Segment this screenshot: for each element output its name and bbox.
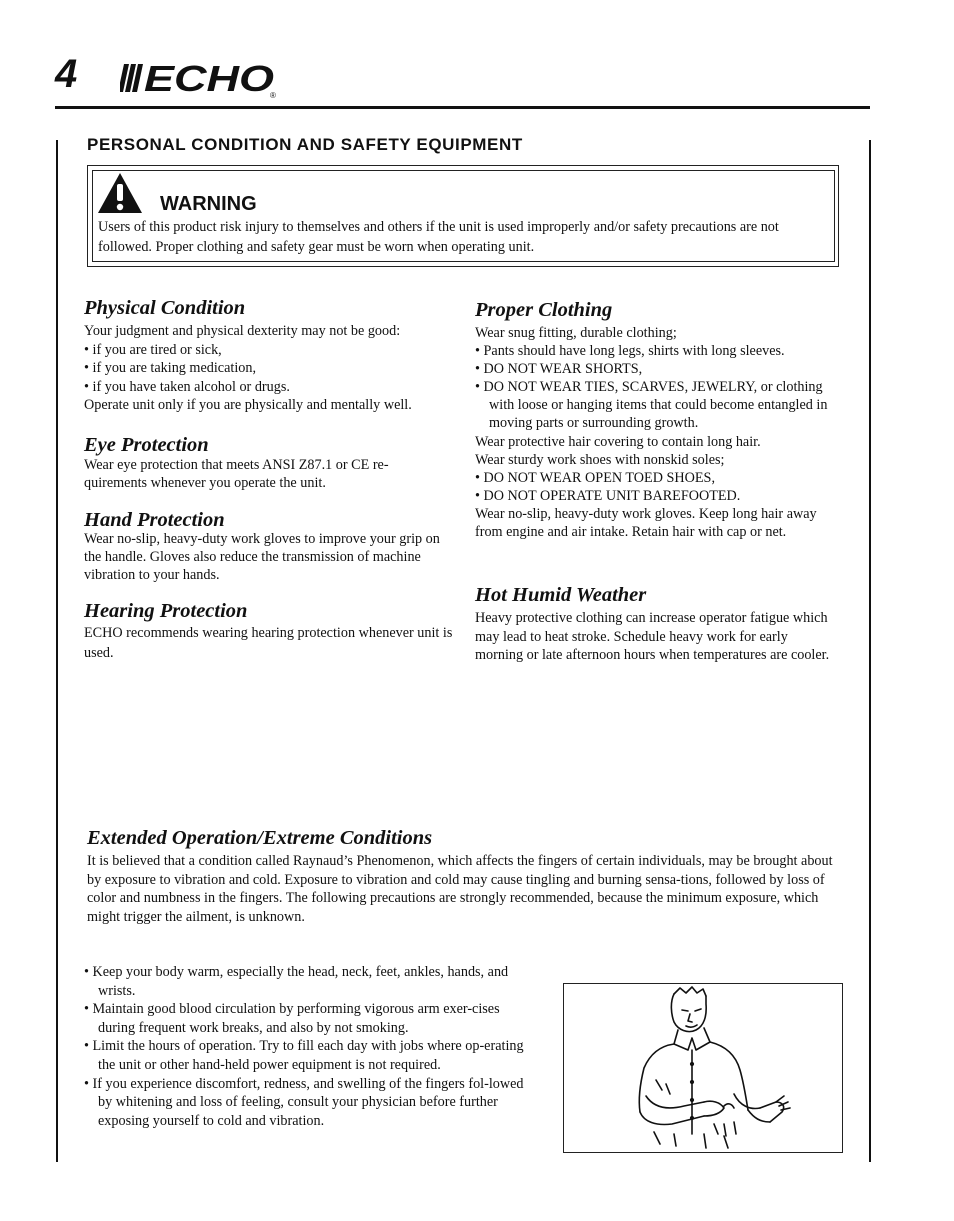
man-holding-hands-illustration [563,983,843,1153]
hearing-protection-heading: Hearing Protection [84,600,248,622]
hearing-protection-text: ECHO recommends wearing hearing protection whenever unit is used. [84,625,453,661]
proper-clothing-heading: Proper Clothing [475,299,613,321]
section-title: PERSONAL CONDITION AND SAFETY EQUIPMENT [87,135,523,154]
physical-condition-heading: Physical Condition [84,297,246,319]
echo-logo [120,58,280,105]
hot-humid-heading: Hot Humid Weather [475,584,647,606]
clothing-shoes: Wear sturdy work shoes with nonskid soles; [475,451,725,468]
right-margin-rule [869,140,871,1162]
proper-clothing-text [475,324,843,541]
logo-text: ECHO [144,58,274,99]
precaution-item: • Limit the hours of operation. Try to fill each day with jobs where op-erating the unit or other hand-held power equipment is not required. [84,1038,524,1073]
clothing-hair: Wear protective hair covering to contain long hair. [475,433,761,450]
extended-operation-heading: Extended Operation/Extreme Conditions [87,827,433,849]
warning-title: WARNING [160,193,257,215]
warning-triangle-icon [96,171,144,220]
physical-bullet: • if you are tired or sick, [84,341,222,358]
precaution-item: • Keep your body warm, especially the head, neck, feet, ankles, hands, and wrists. [84,964,509,999]
left-margin-rule [56,140,58,1162]
hand-protection-heading: Hand Protection [84,509,225,531]
page-number: 4 [55,52,78,96]
extended-operation-text: It is believed that a condition called Raynaud’s Phenomenon, which affects the fingers of certain individuals, may be brought about by exposure to vibration and cold. Exposure to vibration and cold may cause tingling and burning sensa-tions, followed by loss of color and numbness in the fingers. The following precautions are strongly recommended, because the minimum exposure, which might trigger the ailment, is unknown. [87,853,833,925]
clothing-outro: Wear no-slip, heavy-duty work gloves. Keep long hair away from engine and air intake. Retain hair with cap or net. [475,505,817,541]
physical-outro: Operate unit only if you are physically and mentally well. [84,397,412,414]
precautions-list [84,963,540,1130]
clothing-intro: Wear snug fitting, durable clothing; [475,325,677,341]
header-rule [55,106,870,109]
clothing-bullet: • DO NOT WEAR TIES, SCARVES, JEWELRY, or clothing with loose or hanging items that could become entangled in moving parts or surrounding growth. [475,379,828,432]
clothing-bullet: • Pants should have long legs, shirts with long sleeves. [475,343,785,360]
eye-protection-heading: Eye Protection [84,434,209,456]
precaution-item: • If you experience discomfort, redness, and swelling of the fingers fol-lowed by whitening and loss of feeling, consult your physician before further exposing yourself to cold and vibration. [84,1075,524,1129]
eye-protection-text: Wear eye protection that meets ANSI Z87.1 or CE re-quirements whenever you operate the unit. [84,457,389,491]
clothing-bullet: • DO NOT WEAR SHORTS, [475,361,643,378]
physical-intro: Your judgment and physical dexterity may not be good: [84,323,401,339]
physical-condition-text [84,322,454,415]
registered-mark: ® [270,91,276,100]
warning-text: Users of this product risk injury to themselves and others if the unit is used improperly and/or safety precautions are not followed. Proper clothing and safety gear must be worn when operating unit. [98,219,779,255]
clothing-bullet: • DO NOT OPERATE UNIT BAREFOOTED. [475,487,741,504]
physical-bullet: • if you are taking medication, [84,360,257,377]
precaution-item: • Maintain good blood circulation by performing vigorous arm exer-cises during frequent work breaks, and also by not smoking. [84,1001,500,1036]
hot-humid-text: Heavy protective clothing can increase operator fatigue which may lead to heat stroke. Schedule heavy work for early morning or late afternoon hours when temperatures are cooler. [475,610,830,664]
hand-protection-text: Wear no-slip, heavy-duty work gloves to improve your grip on the handle. Gloves also reduce the transmission of machine vibration to your hands. [84,531,440,583]
clothing-bullet: • DO NOT WEAR OPEN TOED SHOES, [475,469,715,486]
physical-bullet: • if you have taken alcohol or drugs. [84,378,290,395]
